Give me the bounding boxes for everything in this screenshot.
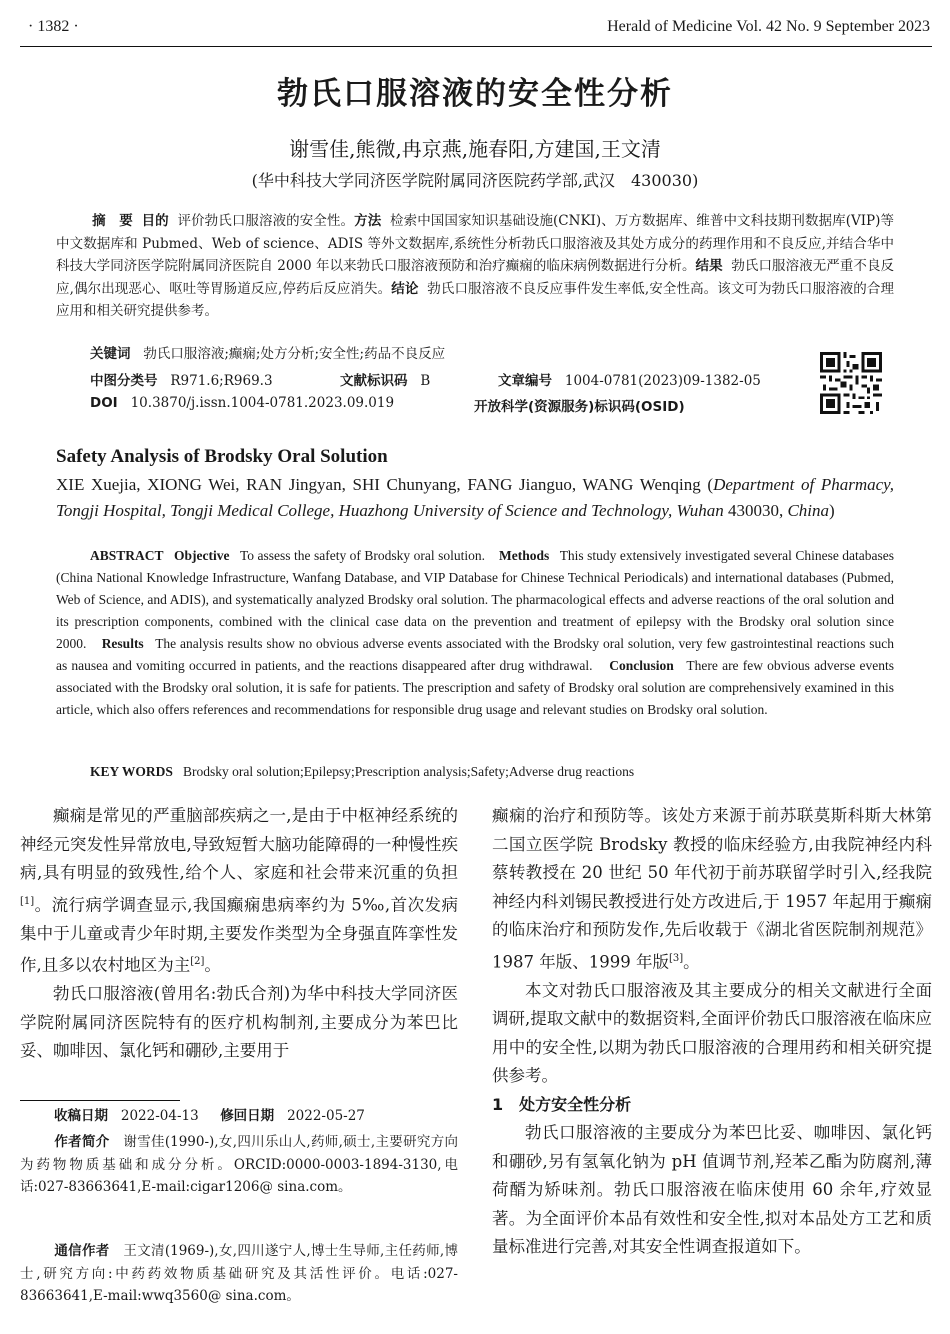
article-no-label: 文章编号 [498, 373, 552, 389]
abstract-label: 摘 要 [92, 213, 133, 229]
en-conclusion-text: There are few obvious adverse events associated with the Brodsky oral solution, it is safe for patients. The prescription and safety of Brodsky oral solution are comprehensively examined in this article, which also offers references and recommendations for responsible drug usage and relevant studies on Brodsky oral solution. [56, 658, 895, 717]
doi-line [90, 395, 394, 411]
results-text: 勃氏口服溶液无严重不良反应,偶尔出现恶心、呕吐等胃肠道反应,停药后反应消失。 [56, 258, 894, 297]
en-methods-label: Methods [498, 548, 550, 563]
body-paragraph: 本文对勃氏口服溶液及其主要成分的相关文献进行全面调研,提取文献中的数据资料,全面评价勃氏口服溶液在临床应用中的安全性,以期为勃氏口服溶液的合理用药和相关研究提供参考。 [492, 980, 932, 1085]
english-authors: XIE Xuejia, XIONG Wei, RAN Jingyan, SHI Chunyang, FANG Jianguo, WANG Wenqing (Department of Pharmacy, Tongji Hospital, Tongji Medical College, Huazhong University of Science and Technology, Wuhan 430030, China) [56, 475, 895, 520]
article-no-line [498, 369, 761, 389]
bio-label: 作者简介 [54, 1134, 110, 1150]
body-paragraph: 勃氏口服溶液的主要成分为苯巴比妥、咖啡因、氯化钙和硼砂,另有氢氧化钠为 pH 值调节剂,羟苯乙酯为防腐剂,薄荷醑为矫味剂。勃氏口服溶液在临床使用 60 余年,疗效显著。为全面评价本品有效性和安全性,拟对本品处方工艺和质量标准进行完善,对其安全性调查报道如下。 [492, 1123, 932, 1256]
date-line [20, 1105, 458, 1128]
en-keywords-label: KEY WORDS [90, 764, 173, 779]
journal-header: Herald of Medicine Vol. 42 No. 9 September 2023 [607, 18, 930, 35]
english-country: China [787, 501, 830, 520]
en-results-label: Results [101, 636, 144, 651]
clc-label: 中图分类号 [90, 373, 158, 389]
body-right-column [492, 802, 932, 1262]
bio-text: 谢雪佳(1990-),女,四川乐山人,药师,硕士,主要研究方向为药物物质基础和成分分析。ORCID:0000-0003-1894-3130,电话:027-83663641,E-mail:cigar1206@ sina.com。 [20, 1134, 459, 1195]
author-list: 谢雪佳,熊微,冉京燕,施春阳,方建国,王文清 [289, 137, 661, 161]
corr-label: 通信作者 [54, 1243, 110, 1259]
clc-value: R971.6;R969.3 [170, 373, 273, 389]
body-paragraph: 癫痫是常见的严重脑部疾病之一,是由于中枢神经系统的神经元突发性异常放电,导致短暂大脑功能障碍的一种慢性疾病,具有明显的致残性,给个人、家庭和社会带来沉重的负担[1]。流行病学调查显示,我国癫痫患病率约为 5‰,首次发病集中于儿童或青少年时期,主要发作类型为全身强直阵挛性发作,且多以农村地区为主[2]。 [20, 806, 458, 975]
author-bio [20, 1131, 458, 1199]
methods-label: 方法 [354, 213, 382, 229]
osid-label: 开放科学(资源服务)标识码(OSID) [474, 399, 685, 415]
affiliation: (华中科技大学同济医学院附属同济医院药学部,武汉 430030) [251, 171, 699, 190]
keywords-label: 关键词 [90, 346, 131, 362]
doi-label: DOI [90, 395, 118, 411]
doc-code-line [340, 369, 430, 389]
doi-value: 10.3870/j.issn.1004-0781.2023.09.019 [130, 395, 395, 411]
body-paragraph: 癫痫的治疗和预防等。该处方来源于前苏联莫斯科斯大林第二国立医学院 Brodsky 教授的临床经验方,由我院神经内科蔡转教授在 20 世纪 50 年代初于前苏联留学时引入,经我院神经内科刘锡民教授进行处方改进后,于 1957 年起用于癫痫的临床治疗和预防发作,先后收载于《湖北省医院制剂规范》1987 年版、1999 年版[3]。 [492, 806, 932, 971]
english-author-list: XIE Xuejia, XIONG Wei, RAN Jingyan, SHI Chunyang, FANG Jianguo, WANG Wenqing [56, 475, 701, 494]
english-keywords [90, 764, 634, 780]
doc-code-value: B [420, 373, 431, 389]
article-no-value: 1004-0781(2023)09-1382-05 [564, 373, 761, 389]
english-abstract [56, 545, 894, 721]
en-conclusion-label: Conclusion [609, 658, 674, 673]
revised-date: 2022-05-27 [287, 1108, 365, 1124]
article-title: 勃氏口服溶液的安全性分析 [277, 76, 673, 112]
methods-text: 检索中国国家知识基础设施(CNKI)、万方数据库、维普中文科技期刊数据库(VIP)等中文数据库和 Pubmed、Web of science、ADIS 等外文数据库,系统性分析勃氏口服溶液及其处方成分的药理作用和不良反应,并结合华中科技大学同济医学院附属同济医院自 2000 年以来勃氏口服溶液预防和治疗癫痫的临床病例数据进行分析。 [56, 213, 894, 274]
page-number: · 1382 · [28, 18, 79, 35]
osid-line [474, 395, 685, 415]
corr-text: 王文清(1969-),女,四川遂宁人,博士生导师,主任药师,博士,研究方向:中药药效物质基础研究及其活性评价。电话:027-83663641,E-mail:wwq3560@ sina.com。 [20, 1243, 459, 1304]
received-date: 2022-04-13 [120, 1108, 199, 1124]
conclusion-text: 勃氏口服溶液不良反应事件发生率低,安全性高。该文可为勃氏口服溶液的合理应用和相关研究提供参考。 [56, 280, 895, 319]
en-keywords-text: Brodsky oral solution;Epilepsy;Prescription analysis;Safety;Adverse drug reactions [183, 764, 635, 779]
english-affiliation: Department of Pharmacy, Tongji Hospital, Tongji Medical College, Huazhong University of Science and Technology, Wuhan [56, 475, 895, 520]
keywords-text: 勃氏口服溶液;癫痫;处方分析;安全性;药品不良反应 [143, 346, 446, 362]
en-abstract-label: ABSTRACT [90, 548, 164, 563]
en-results-text: The analysis results show no obvious adverse events associated with the Brodsky oral solution, very few gastrointestinal reactions such as nausea and vomiting occurred in patients, and the reactions disappeared after drug withdrawal. [56, 636, 895, 673]
corresponding-author [20, 1240, 458, 1308]
received-label: 收稿日期 [54, 1108, 108, 1124]
citation-ref: [2] [190, 956, 205, 967]
footnote-rule [20, 1100, 180, 1101]
citation-ref: [3] [668, 952, 684, 964]
body-paragraph: 勃氏口服溶液(曾用名:勃氏合剂)为华中科技大学同济医学院附属同济医院特有的医疗机构制剂,主要成分为苯巴比妥、咖啡因、氯化钙和硼砂,主要用于 [20, 984, 458, 1060]
doc-code-label: 文献标识码 [340, 373, 408, 389]
clc-line [90, 369, 273, 389]
revised-label: 修回日期 [220, 1108, 275, 1124]
section-heading: 1 处方安全性分析 [492, 1094, 632, 1114]
en-objective-text: To assess the safety of Brodsky oral solution. [239, 548, 486, 563]
keywords-line [90, 342, 445, 362]
english-postcode: 430030, [727, 501, 788, 520]
header-rule [20, 46, 932, 47]
conclusion-label: 结论 [391, 280, 419, 297]
en-objective-label: Objective [174, 548, 230, 563]
objective-text: 评价勃氏口服溶液的安全性。 [177, 213, 355, 229]
qr-code-icon [820, 352, 882, 414]
chinese-abstract [56, 210, 894, 323]
body-left-column [20, 802, 458, 1066]
objective-label: 目的 [141, 213, 169, 229]
english-title: Safety Analysis of Brodsky Oral Solution [56, 446, 388, 467]
results-label: 结果 [695, 258, 723, 274]
en-methods-text: This study extensively investigated several Chinese databases (China National Knowledge Infrastructure, Wanfang Database, and VIP Database for Chinese Technical Periodicals) and international databases (Pubmed, Web of Science, and ADIS), and systematically analyzed Brodsky oral solution. The pharmacological effects and adverse reactions of the oral solution and its prescription components, combined with the clinical case data on the prevention and treatment of epilepsy with the Brodsky oral solution since 2000. [56, 548, 895, 651]
citation-ref: [1] [20, 895, 35, 907]
